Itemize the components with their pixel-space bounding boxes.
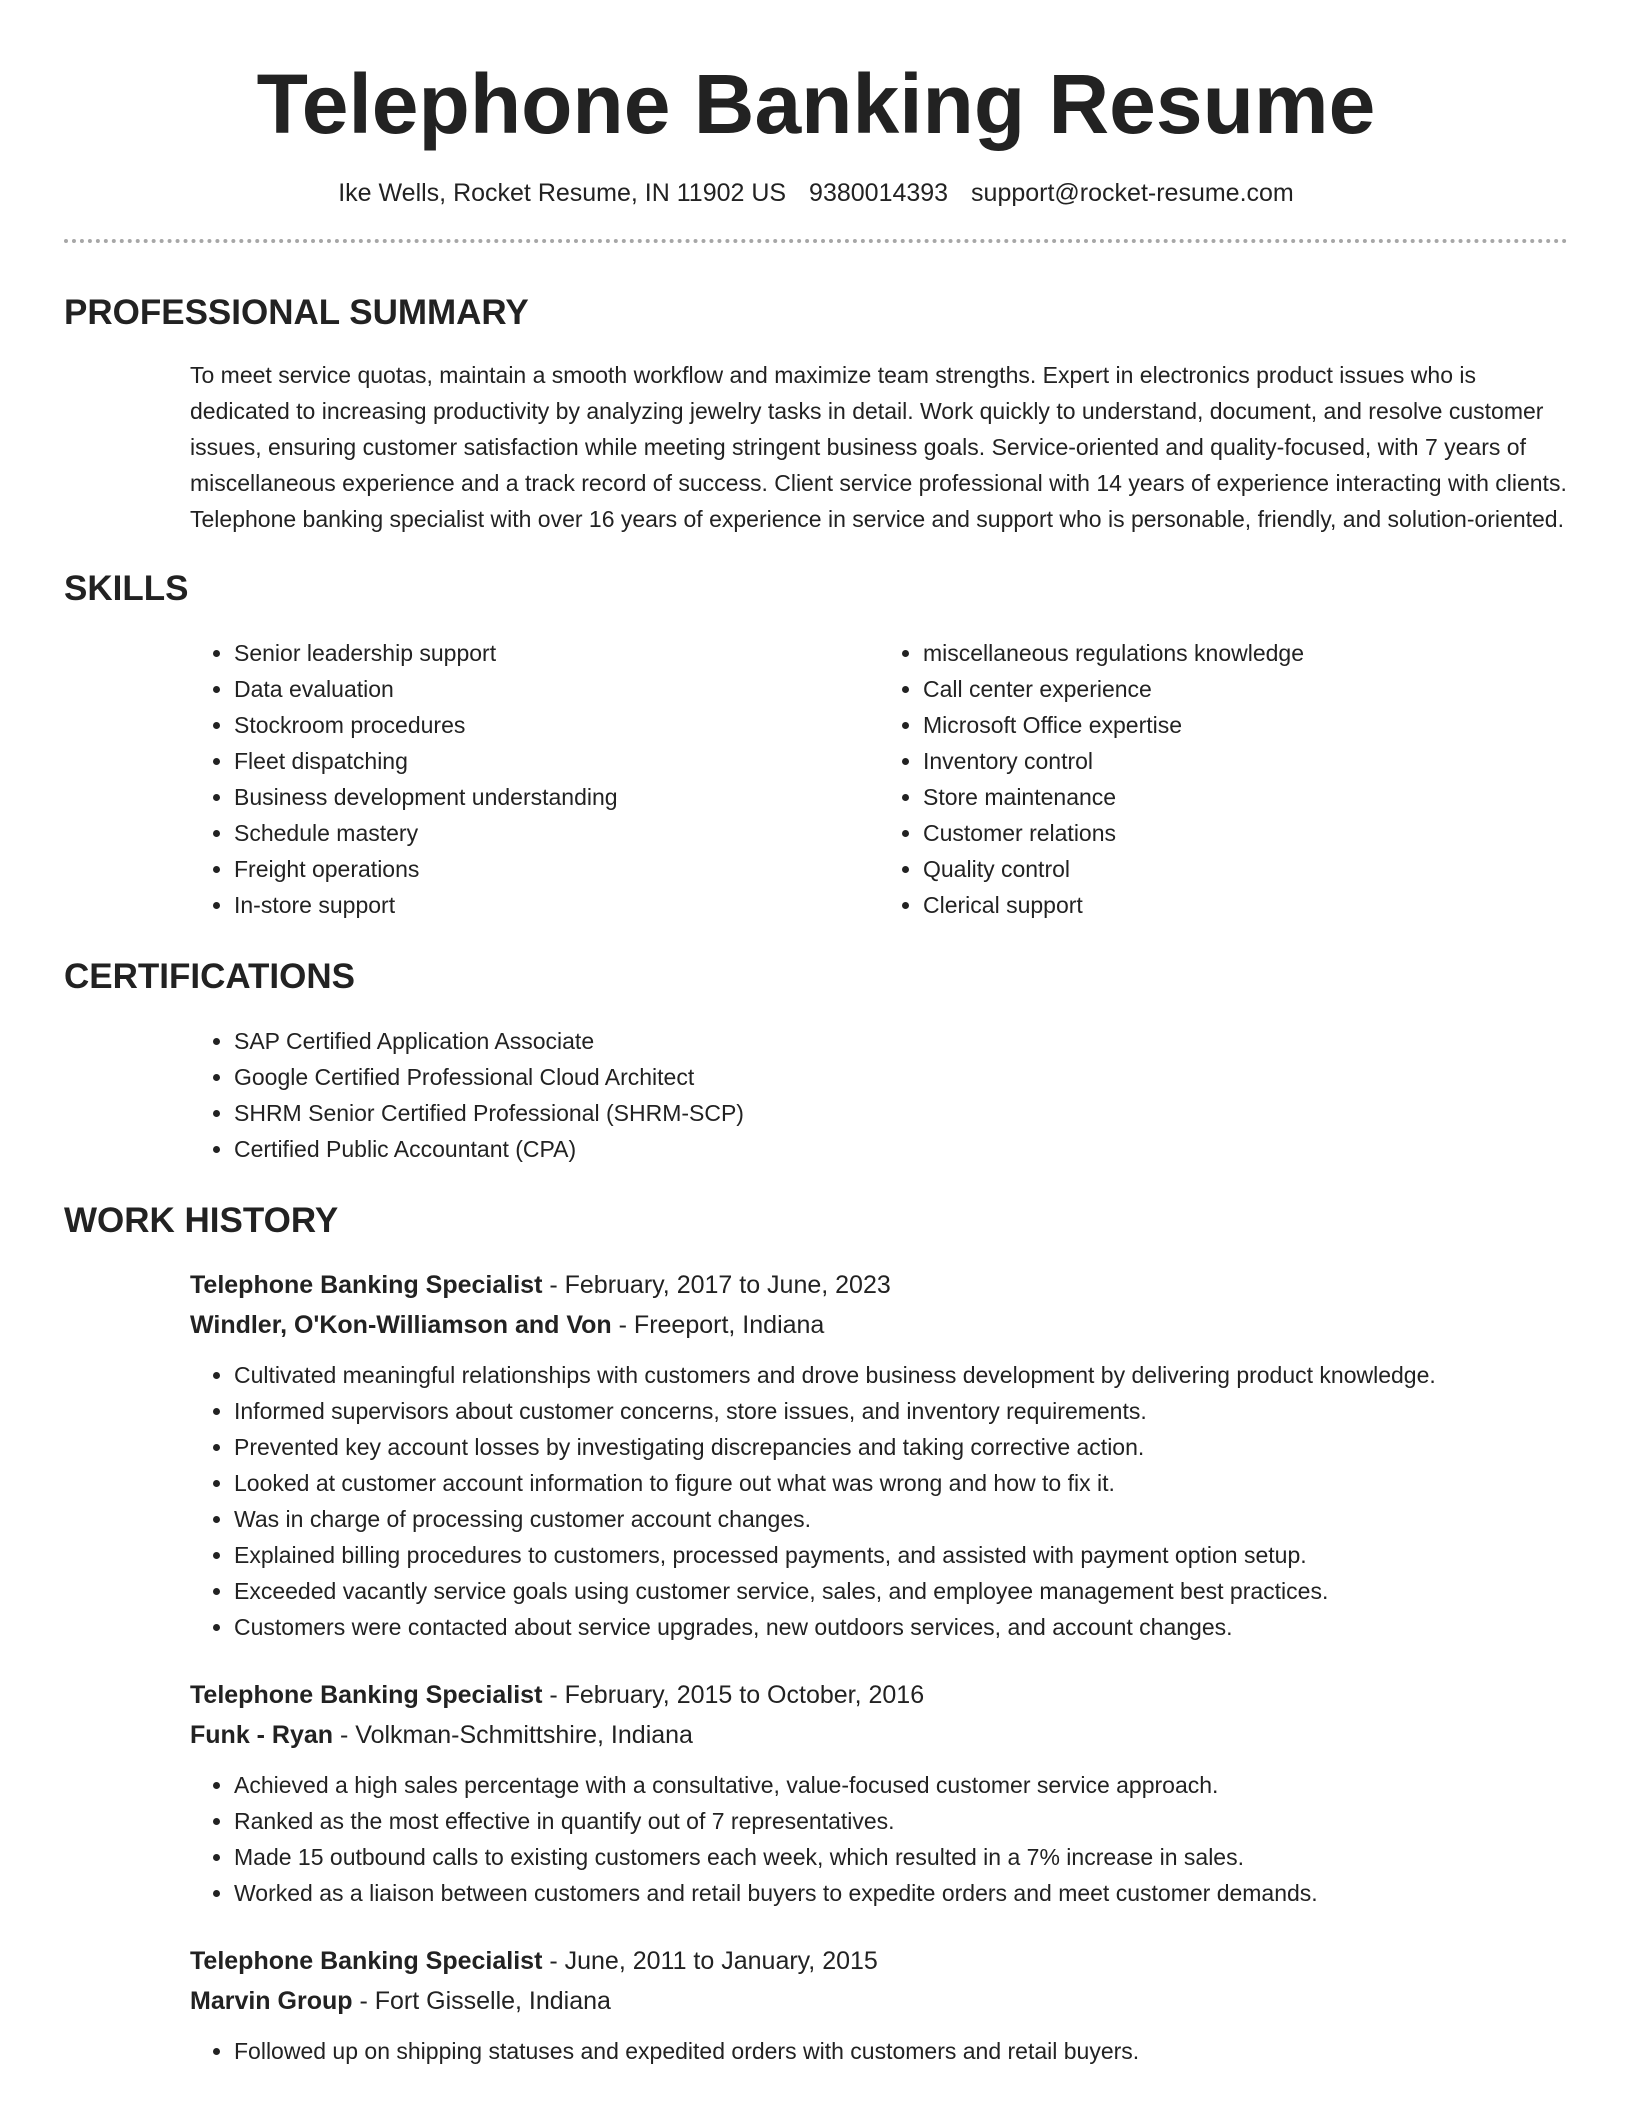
job-title: Telephone Banking Specialist — [190, 1271, 543, 1299]
job-company-line — [190, 1981, 1568, 2021]
job-location: - Volkman-Schmittshire, Indiana — [333, 1721, 693, 1749]
job-title: Telephone Banking Specialist — [190, 1681, 543, 1709]
job-company: Funk - Ryan — [190, 1721, 334, 1749]
job-title-line — [190, 1675, 1568, 1715]
certification-item: • SAP Certified Application Associate — [234, 1023, 1568, 1059]
skill-item: • Data evaluation — [234, 671, 879, 707]
skill-item: • miscellaneous regulations knowledge — [923, 635, 1568, 671]
skill-item: • Business development understanding — [234, 779, 879, 815]
summary-text: To meet service quotas, maintain a smooth workflow and maximize team strengths. Expert in electronics product issues who is dedicated to increasing productivity by analyzing jewelry tasks in detail. Work quickly to understand, document, and resolve customer issues, ensuring customer satisfaction while meeting stringent business goals. Service-oriented and quality-focused, with 7 years of miscellaneous experience and a track record of success. Client service professional with 14 years of experience interacting with clients. Telephone banking specialist with over 16 years of experience in service and support who is personable, friendly, and solution-oriented. — [190, 362, 1567, 532]
job-bullets — [190, 1357, 1568, 1645]
job-bullet: • Cultivated meaningful relationships with customers and drove business development by delivering product knowledge. — [234, 1357, 1568, 1393]
contact-line — [64, 176, 1568, 210]
skill-item: • Clerical support — [923, 887, 1568, 923]
job-company-line — [190, 1715, 1568, 1755]
job-bullet: • Ranked as the most effective in quantify out of 7 representatives. — [234, 1803, 1568, 1839]
skill-item: • Customer relations — [923, 815, 1568, 851]
skill-item: • Inventory control — [923, 743, 1568, 779]
skills-list-right — [879, 635, 1568, 923]
job-bullet: • Prevented key account losses by investigating discrepancies and taking corrective action. — [234, 1429, 1568, 1465]
job-company-line — [190, 1305, 1568, 1345]
certifications-list — [190, 1023, 1568, 1167]
job-bullets — [190, 1767, 1568, 1911]
job-bullet: • Made 15 outbound calls to existing customers each week, which resulted in a 7% increase in sales. — [234, 1839, 1568, 1875]
skill-item: • Freight operations — [234, 851, 879, 887]
certification-item: • Google Certified Professional Cloud Architect — [234, 1059, 1568, 1095]
job-dates: - February, 2015 to October, 2016 — [542, 1681, 925, 1709]
skill-item: • Call center experience — [923, 671, 1568, 707]
skills-list-left — [190, 635, 879, 923]
certification-item: • SHRM Senior Certified Professional (SHRM-SCP) — [234, 1095, 1568, 1131]
job-bullet: • Worked as a liaison between customers and retail buyers to expedite orders and meet customer demands. — [234, 1875, 1568, 1911]
job-bullet: • Informed supervisors about customer concerns, store issues, and inventory requirements. — [234, 1393, 1568, 1429]
contact-address: Ike Wells, Rocket Resume, IN 11902 US — [338, 179, 787, 207]
job-bullets — [190, 2033, 1568, 2069]
header-divider — [64, 239, 1568, 243]
contact-email: support@rocket-resume.com — [971, 179, 1294, 207]
job-bullet: • Followed up on shipping statuses and expedited orders with customers and retail buyers. — [234, 2033, 1568, 2069]
resume-title: Telephone Banking Resume — [256, 57, 1376, 151]
skill-item: • Microsoft Office expertise — [923, 707, 1568, 743]
job-entry — [190, 1265, 1568, 1645]
job-bullet: • Achieved a high sales percentage with a consultative, value-focused customer service approach. — [234, 1767, 1568, 1803]
skill-item: • Store maintenance — [923, 779, 1568, 815]
job-entry — [190, 1675, 1568, 1911]
job-dates: - February, 2017 to June, 2023 — [542, 1271, 891, 1299]
certifications-heading: CERTIFICATIONS — [64, 957, 356, 996]
certification-item: • Certified Public Accountant (CPA) — [234, 1131, 1568, 1167]
summary-heading: PROFESSIONAL SUMMARY — [64, 293, 529, 332]
skill-item: • Schedule mastery — [234, 815, 879, 851]
job-entry — [190, 1941, 1568, 2069]
skill-item: • Fleet dispatching — [234, 743, 879, 779]
job-dates: - June, 2011 to January, 2015 — [542, 1947, 878, 1975]
job-title: Telephone Banking Specialist — [190, 1947, 543, 1975]
job-bullet: • Customers were contacted about service upgrades, new outdoors services, and account changes. — [234, 1609, 1568, 1645]
work-history-heading: WORK HISTORY — [64, 1201, 339, 1240]
job-location: - Freeport, Indiana — [611, 1311, 825, 1339]
job-company: Windler, O'Kon-Williamson and Von — [190, 1311, 612, 1339]
job-location: - Fort Gisselle, Indiana — [352, 1987, 611, 2015]
job-bullet: • Looked at customer account information to figure out what was wrong and how to fix it. — [234, 1465, 1568, 1501]
skill-item: • Stockroom procedures — [234, 707, 879, 743]
job-bullet: • Exceeded vacantly service goals using customer service, sales, and employee management best practices. — [234, 1573, 1568, 1609]
job-company: Marvin Group — [190, 1987, 353, 2015]
job-bullet: • Explained billing procedures to customers, processed payments, and assisted with payment option setup. — [234, 1537, 1568, 1573]
skill-item: • Senior leadership support — [234, 635, 879, 671]
skills-heading: SKILLS — [64, 569, 189, 608]
job-title-line — [190, 1265, 1568, 1305]
skill-item: • In-store support — [234, 887, 879, 923]
skill-item: • Quality control — [923, 851, 1568, 887]
job-bullet: • Was in charge of processing customer account changes. — [234, 1501, 1568, 1537]
resume-page — [64, 0, 1568, 2069]
contact-phone: 9380014393 — [809, 179, 949, 207]
job-title-line — [190, 1941, 1568, 1981]
skills-columns — [190, 635, 1568, 923]
